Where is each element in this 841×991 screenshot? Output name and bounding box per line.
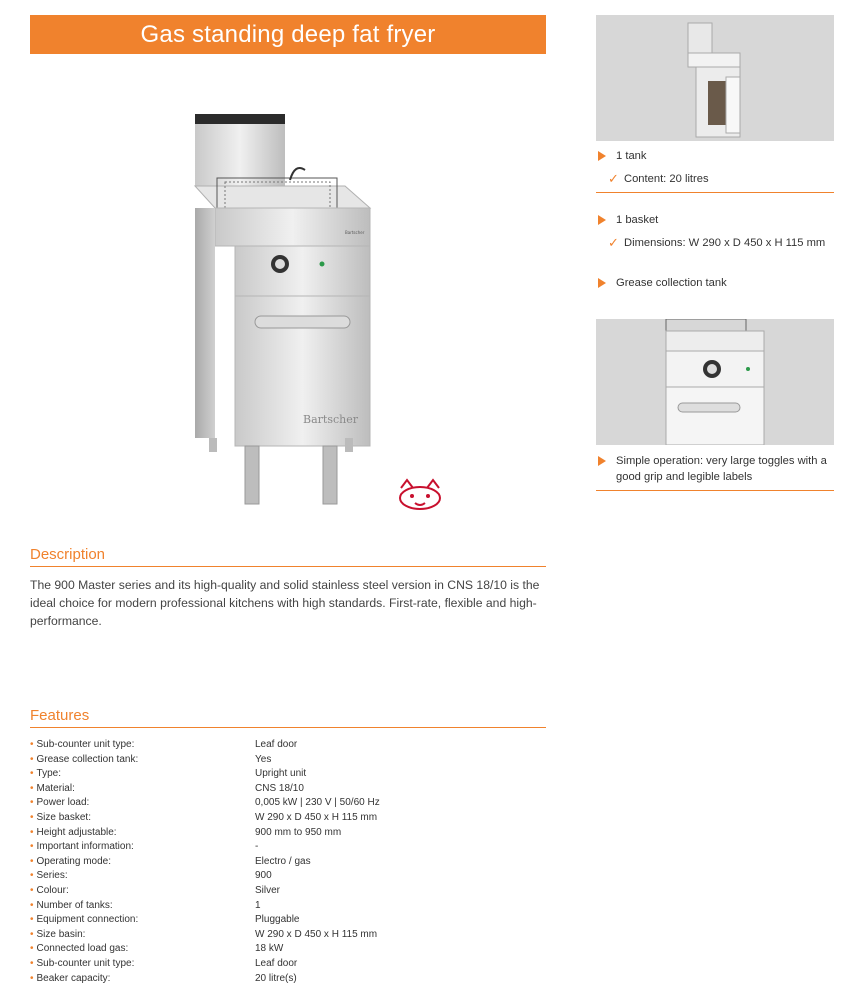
check-basket-dimensions-text: Dimensions: W 290 x D 450 x H 115 mm [624,237,826,249]
feature-row: • Beaker capacity: 20 litre(s) [30,972,546,987]
feature-label: Sub-counter unit type: [36,739,135,750]
bullet-tank [596,148,834,164]
check-icon: ✓ [608,171,619,186]
feature-label: Series: [36,870,68,882]
feature-label: Height adjustable: [36,826,117,838]
feature-value: 900 mm to 950 mm [255,826,342,838]
feature-label: Beaker capacity: [36,972,111,984]
control-closeup-image [596,319,834,445]
description-heading: Description [30,546,546,567]
cat-logo-icon [395,478,445,512]
check-tank-content [596,171,834,192]
feature-row: • Series: 900 [30,869,546,884]
sidebar-operation-block [596,453,834,491]
feature-row: • Number of tanks: 1 [30,899,546,914]
feature-value: Electro / gas [255,855,311,867]
feature-row: • Sub-counter unit type: Leaf door [30,738,546,753]
feature-value: W 290 x D 450 x H 115 mm [255,928,378,940]
feature-row: • Equipment connection: Pluggable [30,913,546,928]
page-title-text: Gas standing deep fat fryer [140,20,436,48]
check-tank-content-text: Content: 20 litres [624,173,709,185]
feature-row: • Operating mode: Electro / gas [30,855,546,870]
feature-row: • Power load: 0,005 kW | 230 V | 50/60 Hz [30,796,546,811]
description-text: The 900 Master series and its high-quality and solid stainless steel version in CNS 18/10 is the ideal choice for modern professional kitchens with high standards. First-rate, flexible and high-performance. [30,578,540,628]
feature-value: Yes [255,753,272,765]
feature-label: Type: [36,768,61,780]
product-image [185,108,385,518]
feature-value: 0,005 kW | 230 V | 50/60 Hz [255,797,380,809]
arrow-icon [598,278,606,288]
feature-label: Equipment connection: [36,914,139,926]
sidebar-basket-block [596,212,834,251]
feature-label: Operating mode: [36,855,112,867]
sidebar-tank-block [596,148,834,193]
feature-row: • Height adjustable: 900 mm to 950 mm [30,826,546,841]
bullet-grease [596,275,834,291]
feature-value: - [255,841,259,853]
feature-label: Size basket: [36,811,91,823]
arrow-icon [598,151,606,161]
bullet-grease-text: Grease collection tank [616,277,727,289]
feature-label: Grease collection tank: [36,753,139,765]
control-knob-illustration [596,319,834,445]
arrow-icon [598,456,606,466]
feature-row: • Size basin: W 290 x D 450 x H 115 mm [30,928,546,943]
feature-row: • Grease collection tank: Yes [30,753,546,768]
feature-label: Power load: [36,797,90,809]
fryer-open-door-illustration [596,15,834,141]
feature-label: Connected load gas: [36,943,129,955]
feature-row: • Material: CNS 18/10 [30,782,546,797]
bullet-operation [596,453,834,490]
divider [596,192,834,193]
feature-value: CNS 18/10 [255,782,304,794]
fryer-thumbnail-image [596,15,834,141]
sidebar-grease-block [596,275,834,291]
bullet-tank-text: 1 tank [616,150,647,162]
bullet-basket-text: 1 basket [616,214,659,226]
feature-value: 20 litre(s) [255,972,297,984]
feature-value: Pluggable [255,914,300,926]
feature-row: • Important information: - [30,840,546,855]
feature-row: • Sub-counter unit type: Leaf door [30,957,546,972]
feature-label: Material: [36,782,75,794]
feature-value: 900 [255,870,272,882]
feature-label: Sub-counter unit type: [36,957,135,969]
bullet-basket [596,212,834,228]
feature-row: • Connected load gas: 18 kW [30,942,546,957]
divider [596,490,834,491]
page-title [30,15,546,54]
feature-label: Size basin: [36,928,86,940]
bullet-operation-text: Simple operation: very large toggles with a good grip and legible labels [616,455,827,483]
brand-small-label: Bartscher [345,230,365,235]
feature-value: W 290 x D 450 x H 115 mm [255,811,378,823]
feature-row: • Size basket: W 290 x D 450 x H 115 mm [30,811,546,826]
feature-value: Upright unit [255,768,307,780]
brand-emboss: Bartscher [303,413,358,426]
feature-value: 18 kW [255,943,284,955]
feature-value: Leaf door [255,739,298,750]
features-list [30,738,546,986]
feature-row: • Type: Upright unit [30,767,546,782]
feature-value: 1 [255,899,261,911]
arrow-icon [598,215,606,225]
feature-label: Number of tanks: [36,899,113,911]
feature-label: Colour: [36,884,69,896]
feature-label: Important information: [36,841,134,853]
feature-value: Silver [255,884,281,896]
check-icon: ✓ [608,235,619,250]
features-heading: Features [30,707,546,728]
feature-value: Leaf door [255,957,298,969]
check-basket-dimensions [596,235,834,251]
feature-row: • Colour: Silver [30,884,546,899]
